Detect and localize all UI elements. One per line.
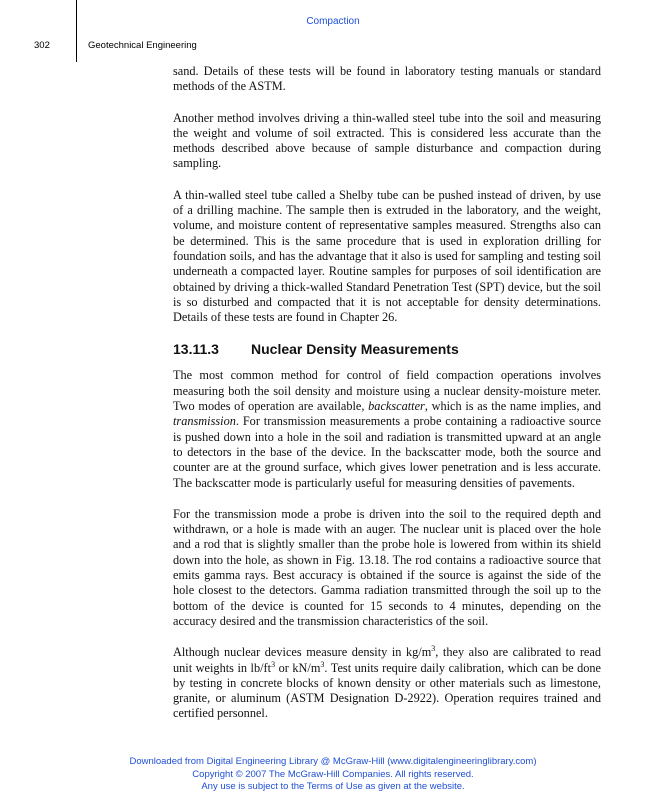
- footer-terms-line[interactable]: Any use is subject to the Terms of Use as given at the website.: [201, 781, 465, 792]
- paragraph: Another method involves driving a thin-walled steel tube into the soil and measuring the weight and volume of soil extracted. This is considered less accurate than the methods described above because of sample disturbance and compaction during sampling.: [173, 110, 601, 171]
- page-number: 302: [34, 40, 50, 51]
- body-text: [173, 64, 601, 738]
- text-run: , which is as the name implies, and: [424, 399, 601, 414]
- term-backscatter: backscatter: [368, 399, 425, 414]
- text-run: or kN/m: [275, 660, 321, 675]
- text-run: . Test units require daily calibration, which can be done by testing in concrete blocks of known density or other materials such as limestone, granite, or aluminum (ASTM Designation D-2922). Operation requires trained and certified personnel.: [173, 660, 602, 721]
- book-title: Geotechnical Engineering: [88, 40, 197, 51]
- superscript: 3: [320, 659, 325, 669]
- superscript: 3: [271, 659, 276, 669]
- paragraph: A thin-walled steel tube called a Shelby tube can be pushed instead of driven, by use of a drilling machine. The sample then is extruded in the laboratory, and the weight, volume, and moisture content of representative samples measured. Strengths also can be determined. This is the same procedure that is used in exploration drilling for foundation soils, and has the advantage that it also is used for sampling and testing soil underneath a compacted layer. Routine samples for purposes of soil identification are obtained by driving a thick-walled Standard Penetration Test (SPT) device, but the soil is so disturbed and compacted that it is not acceptable for density determinations. Details of these tests are found in Chapter 26.: [173, 187, 601, 325]
- text-run: , they also are calibrated to read unit weights in lb/ft: [173, 645, 601, 675]
- superscript: 3: [431, 644, 436, 654]
- paragraph: sand. Details of these tests will be found in laboratory testing manuals or standard methods of the ASTM.: [173, 64, 601, 94]
- term-transmission: transmission: [173, 414, 236, 429]
- copyright-footer: [0, 756, 666, 794]
- page-header: [0, 40, 666, 54]
- running-head: Compaction: [306, 16, 360, 27]
- text-run: . For transmission measurements a probe containing a radioactive source is pushed down into a hole in the soil and radiation is transmitted upward at an angle to detectors in the base of the device. In the backscatter mode, both the source and counter are at the ground surface, which gives lower penetration and is less accurate. The backscatter mode is particularly useful for measuring densities of pavements.: [173, 414, 601, 490]
- paragraph: [173, 645, 601, 721]
- text-run: Although nuclear devices measure density in kg/m: [173, 645, 432, 660]
- section-heading: [173, 341, 601, 358]
- footer-download-line[interactable]: Downloaded from Digital Engineering Library @ McGraw-Hill (www.digitalengineeringlibrary.com): [129, 756, 537, 767]
- paragraph: For the transmission mode a probe is driven into the soil to the required depth and withdrawn, or a hole is made with an auger. The nuclear unit is placed over the hole and a rod that is slightly smaller than the probe hole is lowered from within its shield down into the hole, as shown in Fig. 13.18. The rod contains a radioactive source that emits gamma rays. Best accuracy is obtained if the source is against the side of the hole closest to the detectors. Gamma radiation transmitted through the soil up to the bottom of the device is counted for 15 seconds to 4 minutes, depending on the accuracy desired and the transmission characteristics of the soil.: [173, 506, 601, 628]
- footer-copyright-line: Copyright © 2007 The McGraw-Hill Companies. All rights reserved.: [192, 768, 474, 780]
- text-run: The most common method for control of field compaction operations involves measuring both the soil density and moisture using a nuclear density-moisture meter. Two modes of operation are available,: [173, 368, 601, 414]
- section-number: 13.11.3: [173, 341, 219, 358]
- section-title: Nuclear Density Measurements: [251, 341, 459, 358]
- paragraph: [173, 368, 601, 490]
